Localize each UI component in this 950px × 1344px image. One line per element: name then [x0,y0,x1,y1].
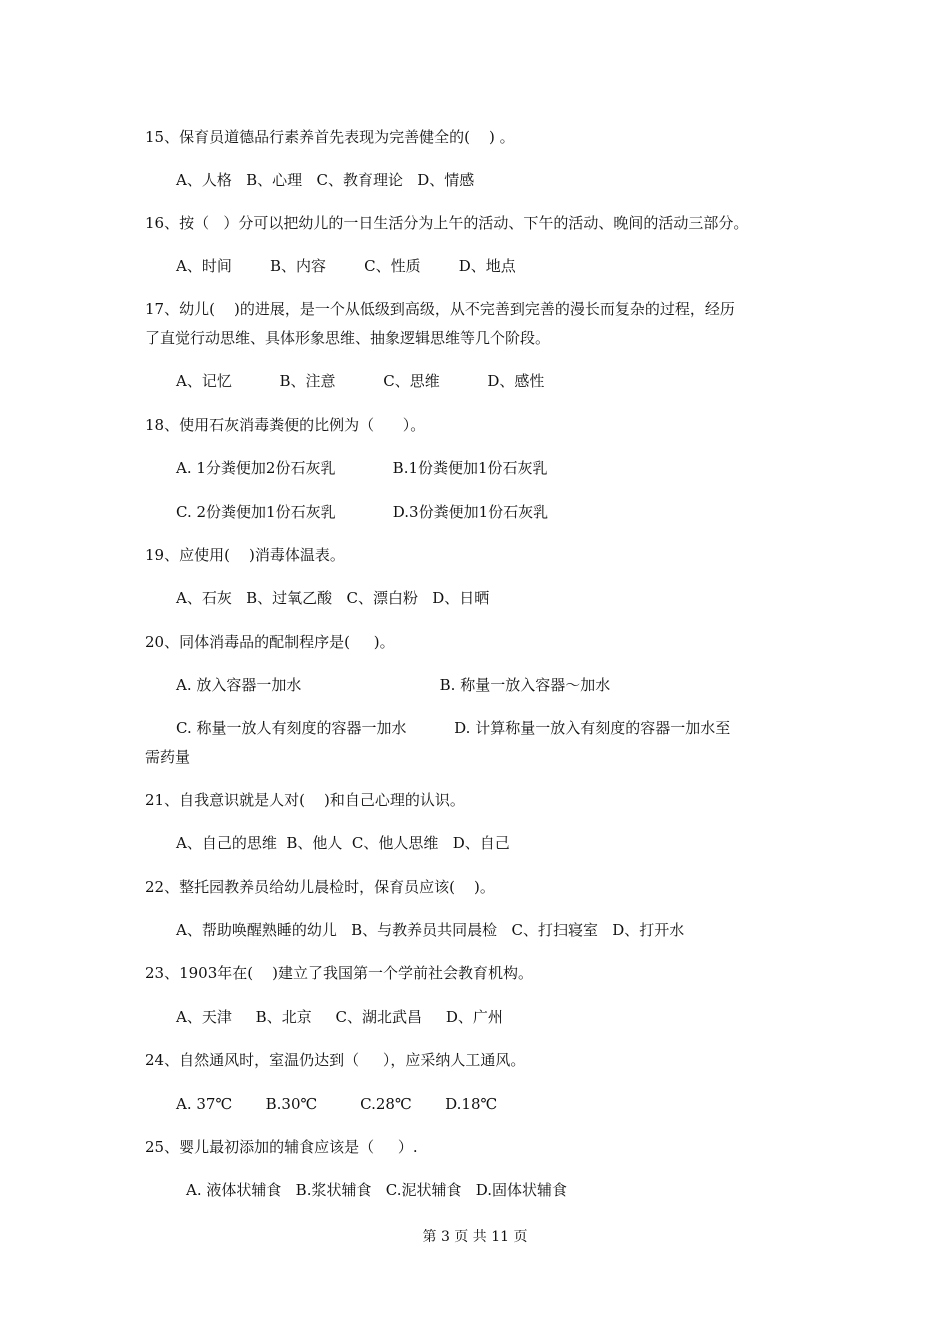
question-text: 18、使用石灰消毒粪便的比例为（ ）。 [145,416,426,434]
question-text: 19、应使用( )消毒体温表。 [145,546,345,564]
answer-options: A、人格 B、心理 C、教育理论 D、情感 [176,171,475,189]
question-text: 24、自然通风时，室温仍达到（ ），应采纳人工通风。 [145,1051,526,1069]
question-text: 17、幼儿( )的进展，是一个从低级到高级，从不完善到完善的漫长而复杂的过程，经历 [145,300,735,318]
page-footer: 第 3 页 共 11 页 [422,1229,528,1245]
question-text: 23、1903年在( )建立了我国第一个学前社会教育机构。 [145,964,534,982]
question-text: 22、整托园教养员给幼儿晨检时，保育员应该( )。 [145,878,495,896]
answer-options-row-2: C. 称量一放人有刻度的容器一加水 D. 计算称量一放入有刻度的容器一加水至 [176,719,731,737]
question-text: 15、保育员道德品行素养首先表现为完善健全的( ) 。 [145,128,515,146]
answer-options: A、自己的思维 B、他人 C、他人思维 D、自己 [176,834,510,852]
question-text-continued: 了直觉行动思维、具体形象思维、抽象逻辑思维等几个阶段。 [145,329,551,347]
answer-options: A、帮助唤醒熟睡的幼儿 B、与教养员共同晨检 C、打扫寝室 D、打开水 [176,921,685,939]
question-text: 16、按（ ）分可以把幼儿的一日生活分为上午的活动、下午的活动、晚间的活动三部分。 [145,214,749,232]
answer-options: A、记忆 B、注意 C、思维 D、感性 [176,372,545,390]
answer-options: A、石灰 B、过氧乙酸 C、漂白粉 D、日晒 [176,589,490,607]
answer-options: A、时间 B、内容 C、性质 D、地点 [176,257,516,275]
answer-options-row-1: A. 放入容器一加水 B. 称量一放入容器～加水 [176,676,611,694]
answer-options-row-2: C. 2份粪便加1份石灰乳 D.3份粪便加1份石灰乳 [176,503,549,521]
answer-options: A. 37℃ B.30℃ C.28℃ D.18℃ [176,1095,498,1113]
question-text: 20、同体消毒品的配制程序是( )。 [145,633,395,651]
question-text: 25、婴儿最初添加的辅食应该是（ ）. [145,1138,418,1156]
answer-options: A、天津 B、北京 C、湖北武昌 D、广州 [176,1008,503,1026]
question-text: 21、自我意识就是人对( )和自己心理的认识。 [145,791,465,809]
answer-options-row-1: A. 1分粪便加2份石灰乳 B.1份粪便加1份石灰乳 [176,459,548,477]
answer-options: A. 液体状辅食 B.浆状辅食 C.泥状辅食 D.固体状辅食 [186,1181,568,1199]
answer-options-continued: 需药量 [145,748,191,766]
